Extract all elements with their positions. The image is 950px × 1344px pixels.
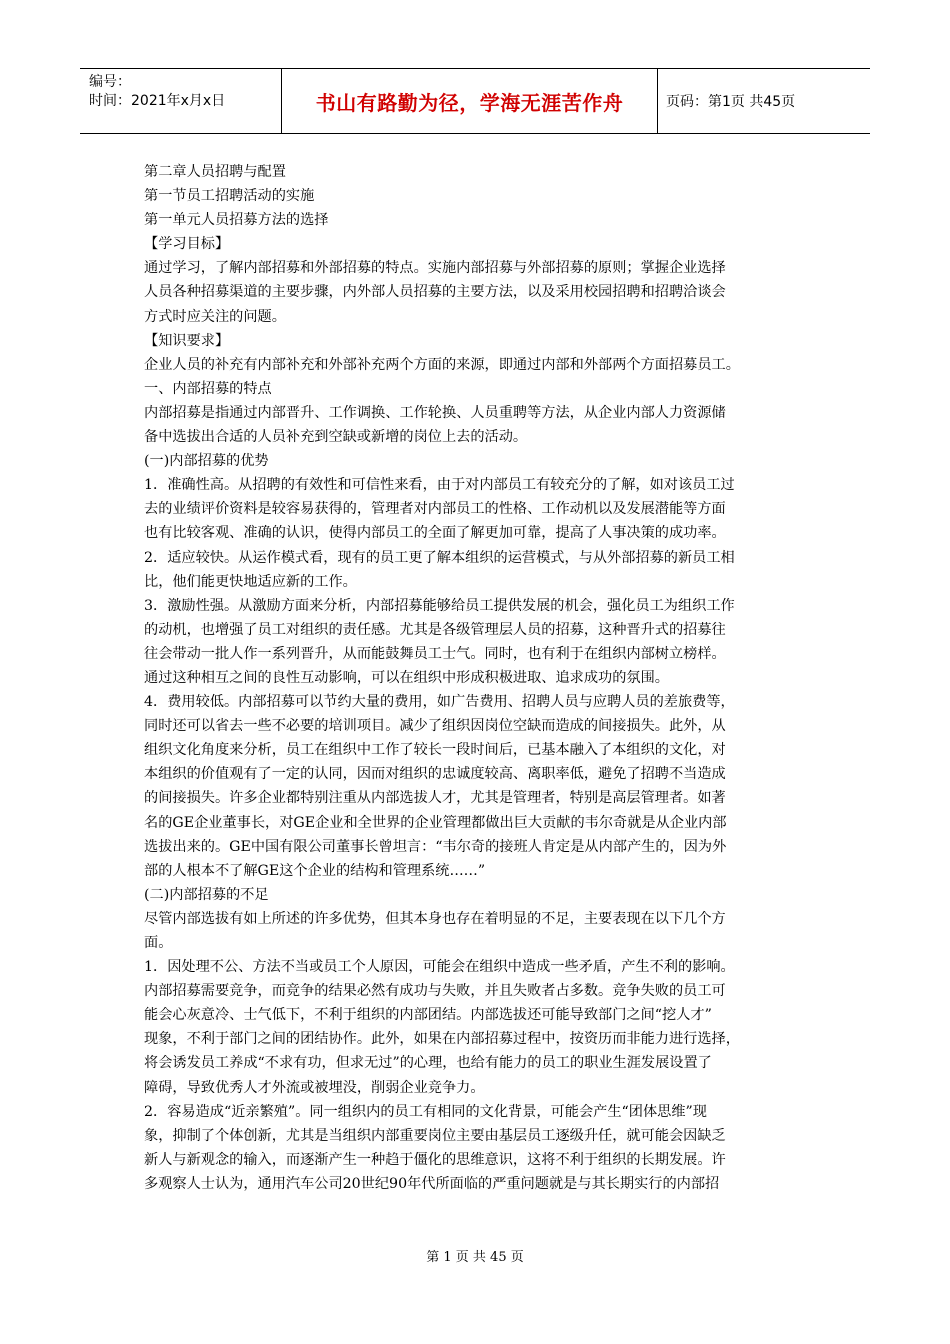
body-line: 多观察人士认为，通用汽车公司20世纪90年代所面临的严重问题就是与其长期实行的内部招 (144, 1175, 720, 1192)
header-table (80, 68, 870, 134)
body-line: 1．因处理不公、方法不当或员工个人原因，可能会在组织中造成一些矛盾，产生不利的影响。 (144, 959, 735, 976)
body-line: 通过学习，了解内部招募和外部招募的特点。实施内部招募与外部招募的原则；掌握企业选择 (144, 260, 726, 277)
body-line: (二)内部招募的不足 (144, 886, 269, 903)
body-line: 选拔出来的。GE中国有限公司董事长曾坦言：“韦尔奇的接班人肯定是从内部产生的，因为外 (144, 838, 727, 855)
body-line: 的动机，也增强了员工对组织的责任感。尤其是各级管理层人员的招募，这种晋升式的招募往 (144, 621, 726, 638)
body-line: 同时还可以省去一些不必要的培训项目。减少了组织因岗位空缺而造成的间接损失。此外，从 (144, 718, 726, 735)
body-line: 【学习目标】 (144, 236, 230, 253)
body-line: 组织文化角度来分析，员工在组织中工作了较长一段时间后，已基本融入了本组织的文化，对 (144, 742, 726, 759)
body-line: 人员各种招募渠道的主要步骤，内外部人员招募的主要方法，以及采用校园招聘和招聘洽谈会 (144, 284, 726, 301)
header-motto: 书山有路勤为径，学海无涯苦作舟 (315, 90, 624, 115)
header-page-cell (658, 69, 870, 133)
header-left-cell (80, 69, 282, 133)
document-number-label: 编号： (89, 74, 131, 90)
body-line: 能会心灰意冷、士气低下，不利于组织的内部团结。内部选拔还可能导致部门之间“挖人才” (144, 1007, 712, 1024)
body-line: 内部招募需要竞争，而竞争的结果必然有成功与失败，并且失败者占多数。竞争失败的员工可 (144, 983, 726, 1000)
body-line: 名的GE企业董事长，对GE企业和全世界的企业管理都做出巨大贡献的韦尔奇就是从企业内部 (144, 814, 727, 831)
body-line: 象，抑制了个体创新，尤其是当组织内部重要岗位主要由基层员工逐级升任，就可能会因缺乏 (144, 1127, 726, 1144)
body-line: 2．适应较快。从运作模式看，现有的员工更了解本组织的运营模式，与从外部招募的新员工相 (144, 549, 735, 566)
body-line: 【知识要求】 (144, 332, 230, 349)
body-line: 内部招募是指通过内部晋升、工作调换、工作轮换、人员重聘等方法，从企业内部人力资源储 (144, 404, 726, 421)
body-line: 备中选拔出合适的人员补充到空缺或新增的岗位上去的活动。 (144, 429, 528, 446)
body-line: 第一单元人员招募方法的选择 (144, 212, 329, 229)
body-line: 方式时应关注的问题。 (144, 308, 286, 325)
document-time-label: 时间：2021年x月x日 (89, 93, 226, 109)
body-line: (一)内部招募的优势 (144, 453, 269, 470)
body-line: 也有比较客观、准确的认识，使得内部员工的全面了解更加可靠，提高了人事决策的成功率。 (144, 525, 726, 542)
body-line: 障碍，导致优秀人才外流或被埋没，削弱企业竞争力。 (144, 1079, 485, 1096)
body-line: 往会带动一批人作一系列晋升，从而能鼓舞员工士气。同时，也有利于在组织内部树立榜样。 (144, 645, 726, 662)
body-line: 4．费用较低。内部招募可以节约大量的费用，如广告费用、招聘人员与应聘人员的差旅费等， (144, 694, 735, 711)
body-line: 的间接损失。许多企业都特别注重从内部选拔人才，尤其是管理者，特别是高层管理者。如著 (144, 790, 726, 807)
body-line: 企业人员的补充有内部补充和外部补充两个方面的来源，即通过内部和外部两个方面招募员工。 (144, 356, 740, 373)
page-footer: 第 1 页 共 45 页 (426, 1250, 524, 1265)
body-line: 将会诱发员工养成“不求有功，但求无过”的心理，也给有能力的员工的职业生涯发展设置了 (144, 1055, 712, 1072)
body-line: 新人与新观念的输入，而逐渐产生一种趋于僵化的思维意识，这将不利于组织的长期发展。许 (144, 1151, 726, 1168)
body-line: 2．容易造成“近亲繁殖”。同一组织内的员工有相同的文化背景，可能会产生“团体思维”现 (144, 1103, 707, 1120)
body-line: 尽管内部选拔有如上所述的许多优势，但其本身也存在着明显的不足，主要表现在以下几个方 (144, 910, 726, 927)
body-line: 通过这种相互之间的良性互动影响，可以在组织中形成积极进取、追求成功的氛围。 (144, 669, 669, 686)
body-line: 本组织的价值观有了一定的认同，因而对组织的忠诚度较高、离职率低，避免了招聘不当造成 (144, 766, 726, 783)
body-line: 面。 (144, 935, 173, 951)
body-line: 1．准确性高。从招聘的有效性和可信性来看，由于对内部员工有较充分的了解，如对该员工过 (144, 477, 735, 494)
body-line: 第二章人员招聘与配置 (144, 164, 286, 180)
header-page-label: 页码：第1页 共45页 (666, 94, 796, 110)
body-line: 第一节员工招聘活动的实施 (144, 188, 315, 205)
body-line: 部的人根本不了解GE这个企业的结构和管理系统……” (144, 862, 486, 879)
body-line: 去的业绩评价资料是较容易获得的，管理者对内部员工的性格、工作动机以及发展潜能等方面 (144, 501, 726, 518)
header-motto-cell (282, 69, 658, 133)
document-body (144, 160, 808, 1196)
body-line: 3．激励性强。从激励方面来分析，内部招募能够给员工提供发展的机会，强化员工为组织工作 (144, 597, 735, 614)
body-line: 比，他们能更快地适应新的工作。 (144, 573, 357, 590)
body-line: 一、内部招募的特点 (144, 380, 272, 397)
body-line: 现象，不利于部门之间的团结协作。此外，如果在内部招募过程中，按资历而非能力进行选择， (144, 1031, 740, 1048)
